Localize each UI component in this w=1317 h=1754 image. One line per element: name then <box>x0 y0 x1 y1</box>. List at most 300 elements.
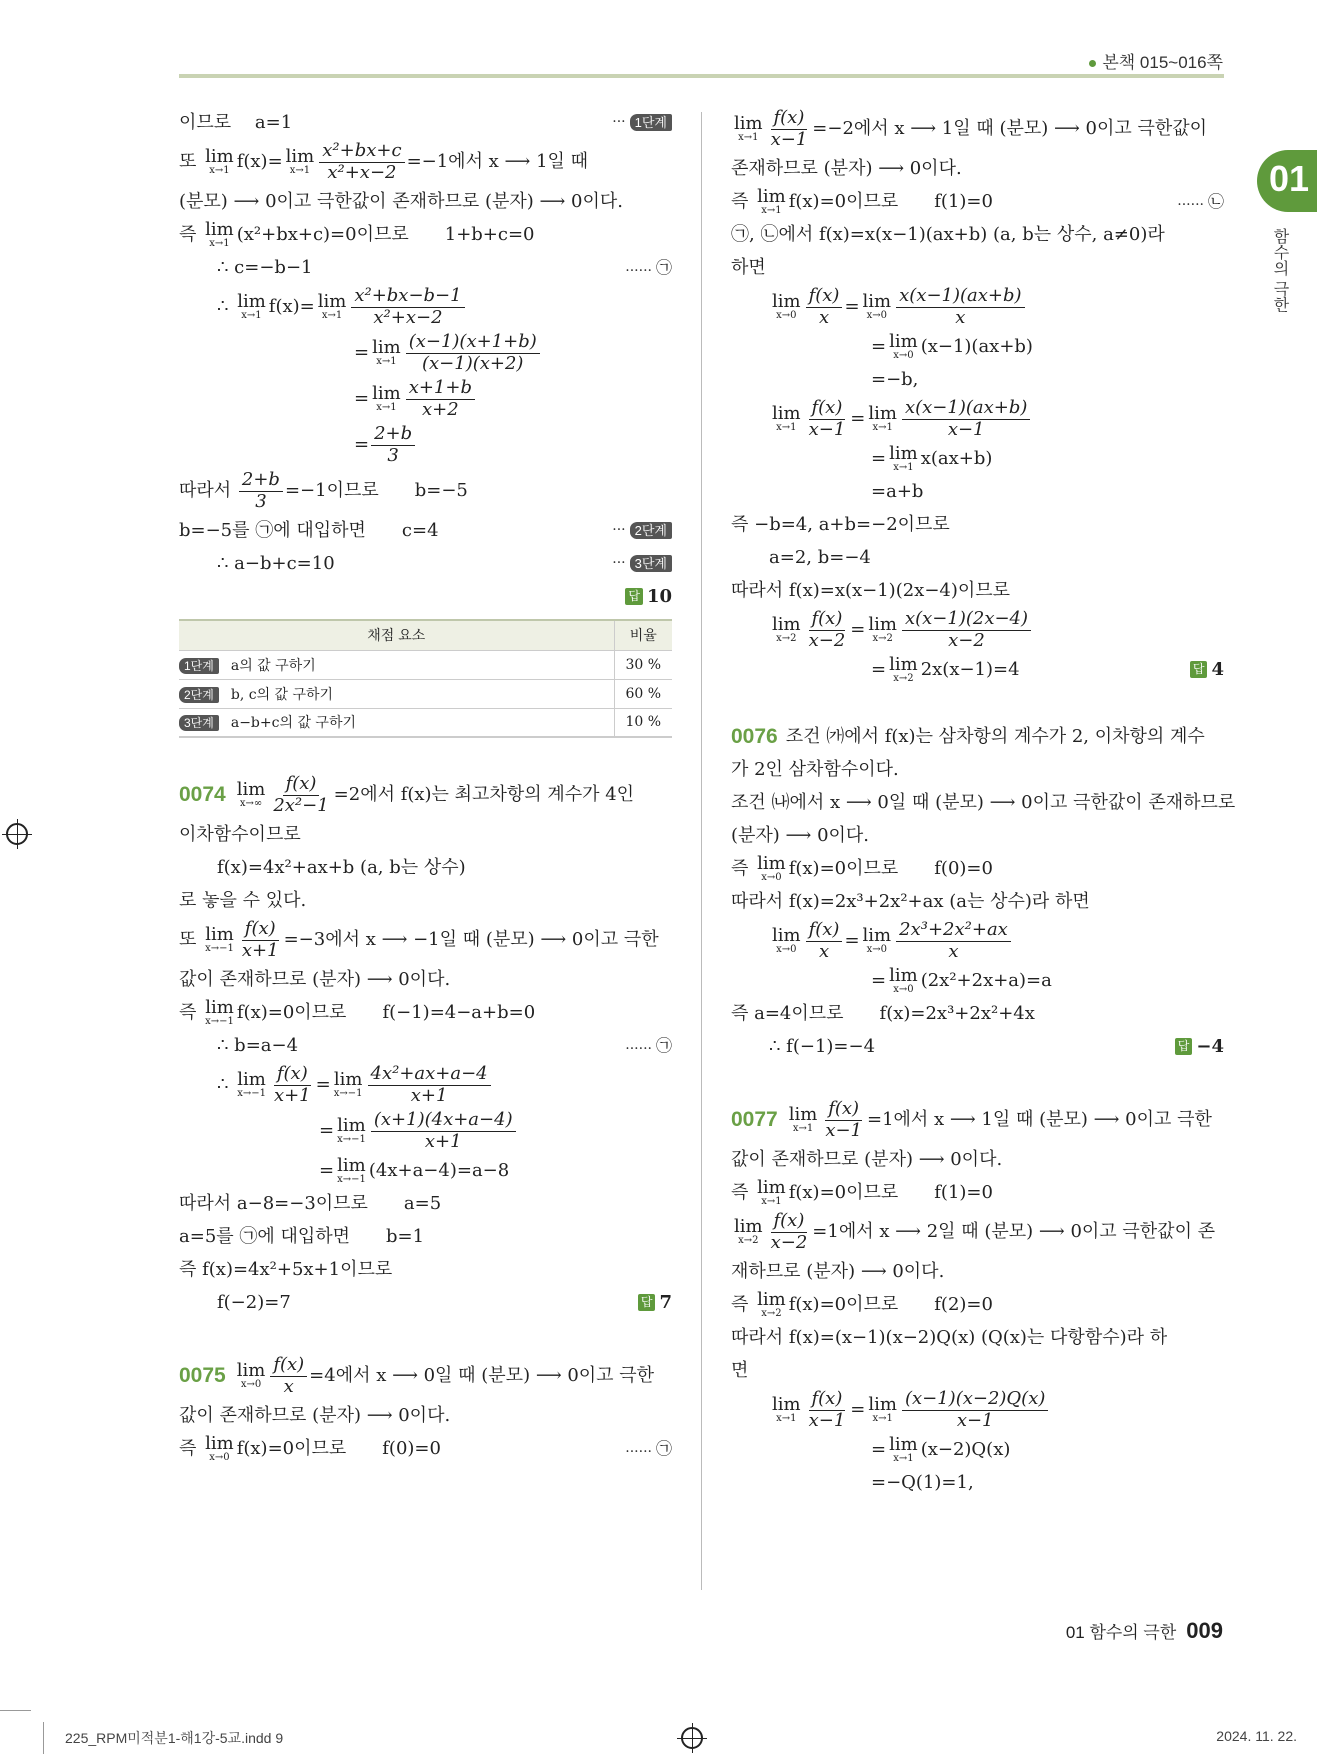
math-text: = <box>354 388 370 410</box>
denominator: x−2 <box>948 629 985 651</box>
solution-block <box>179 772 672 1319</box>
lim-symbol: lim <box>868 1394 897 1415</box>
solution-line <box>179 818 672 851</box>
math-text: 즉 <box>731 857 755 879</box>
bullet-icon <box>1089 60 1096 67</box>
header-ratio: 비율 <box>614 620 672 650</box>
line-annotation <box>625 1036 672 1055</box>
table-header-row <box>179 620 672 650</box>
equation-marker: ㉠ <box>655 1438 672 1458</box>
limit <box>868 405 897 433</box>
denominator: x <box>948 940 959 962</box>
line-annotation <box>612 114 672 132</box>
fraction <box>239 470 283 512</box>
limit <box>772 293 801 321</box>
problem-number: 0075 <box>179 1364 226 1388</box>
lim-subscript: x→−1 <box>205 1015 234 1027</box>
math-text: 즉 a=4이므로 f(x)=2x³+2x²+4x <box>731 1002 1035 1024</box>
fraction <box>271 1064 314 1106</box>
fraction <box>902 398 1030 440</box>
header-rule <box>179 74 1224 78</box>
solution-line <box>731 475 1224 508</box>
math-text: = <box>354 434 370 456</box>
math-text: f(x)=0이므로 f(−1)=4−a+b=0 <box>236 1001 536 1023</box>
math-text: 값이 존재하므로 (분자) ⟶ 0이다. <box>179 1404 451 1426</box>
denominator: x+1 <box>273 1084 311 1106</box>
math-text: =−1에서 x ⟶ 1일 때 <box>406 151 589 173</box>
crop-mark <box>43 1722 44 1754</box>
solution-line <box>731 541 1224 574</box>
fraction <box>896 920 1011 962</box>
fraction <box>406 332 540 374</box>
math-text: 값이 존재하므로 (분자) ⟶ 0이다. <box>179 968 451 990</box>
solution-line <box>731 720 1224 753</box>
lim-subscript: x→1 <box>776 422 797 433</box>
solution-line <box>731 284 1224 330</box>
denominator: x <box>818 306 830 328</box>
fraction <box>351 286 464 328</box>
numerator: 2+b <box>371 424 415 446</box>
lim-subscript: x→0 <box>240 1379 262 1390</box>
lim-symbol: lim <box>889 1433 918 1455</box>
criteria-text: a의 값 구하기 <box>230 657 316 674</box>
fraction <box>319 141 404 183</box>
fraction <box>806 1389 849 1431</box>
limit <box>205 1432 234 1463</box>
math-text: x(ax+b) <box>920 447 993 469</box>
lim-symbol: lim <box>889 330 918 352</box>
lim-symbol: lim <box>772 614 801 635</box>
math-text: =−3에서 x ⟶ −1일 때 (분모) ⟶ 0이고 극한 <box>283 929 659 951</box>
math-text: = <box>315 1074 331 1096</box>
solution-line <box>179 139 672 185</box>
solution-line <box>179 1286 672 1319</box>
criteria-text: b, c의 값 구하기 <box>230 686 334 703</box>
math-text: f(x)=0이므로 f(2)=0 <box>788 1293 993 1315</box>
answer <box>625 586 672 608</box>
fraction <box>806 398 849 440</box>
math-text: 면 <box>731 1359 749 1381</box>
problem-number: 0076 <box>731 724 778 748</box>
limit <box>237 293 266 321</box>
lim-symbol: lim <box>337 1154 366 1176</box>
numerator: x(x−1)(2x−4) <box>902 609 1031 631</box>
lim-subscript: x→1 <box>376 356 397 367</box>
limit <box>889 964 918 995</box>
lim-symbol: lim <box>889 964 918 986</box>
solution-line <box>731 918 1224 964</box>
limit <box>868 616 897 644</box>
lim-subscript: x→1 <box>893 1452 914 1464</box>
lim-symbol: lim <box>772 1394 801 1415</box>
solution-line <box>731 1176 1224 1209</box>
answer-value: 10 <box>646 585 672 607</box>
solution-line <box>731 442 1224 475</box>
lim-symbol: lim <box>285 146 315 167</box>
lim-subscript: x→1 <box>376 402 397 413</box>
math-text: = <box>850 408 866 430</box>
solution-line <box>731 786 1236 819</box>
math-text: (x−2)Q(x) <box>920 1438 1011 1460</box>
limit <box>757 1288 786 1319</box>
lim-symbol: lim <box>236 779 266 800</box>
numerator: f(x) <box>809 398 846 420</box>
chapter-tab-title: 함수의 극한 <box>1271 228 1288 313</box>
denominator: (x−1)(x+2) <box>421 352 524 374</box>
lim-symbol: lim <box>868 403 897 424</box>
solution-line <box>179 422 672 468</box>
numerator: 4x²+ax+a−4 <box>368 1064 491 1086</box>
lim-subscript: x→0 <box>866 310 888 321</box>
solution-line <box>731 607 1224 653</box>
page-footer <box>1066 1618 1223 1644</box>
denominator: x−1 <box>825 1119 862 1141</box>
math-text: (x²+bx+c)=0이므로 1+b+c=0 <box>236 223 535 245</box>
leader-dots: ...... <box>625 1440 652 1457</box>
answer-icon: 답 <box>1175 1038 1193 1054</box>
solution-line <box>731 997 1224 1030</box>
step-dots: ··· <box>612 522 626 539</box>
limit <box>334 1071 363 1099</box>
lim-subscript: x→0 <box>761 871 782 883</box>
solution-block <box>179 1353 672 1465</box>
limit <box>205 148 234 176</box>
fraction <box>806 609 849 651</box>
limit <box>318 293 347 321</box>
numerator: f(x) <box>283 774 320 796</box>
numerator: x²+bx−b−1 <box>351 286 464 308</box>
math-text: 2x(x−1)=4 <box>920 658 1020 680</box>
lim-subscript: x→0 <box>866 944 888 955</box>
math-text: b=−5를 ㉠에 대입하면 c=4 <box>179 519 439 541</box>
slug-date: 2024. 11. 22. <box>1216 1728 1297 1744</box>
solution-line <box>731 1030 1224 1063</box>
math-text: = <box>319 1120 335 1142</box>
equation-marker: ㉠ <box>655 257 672 277</box>
limit <box>372 385 401 413</box>
fraction <box>406 378 475 420</box>
math-text: 즉 <box>179 1437 203 1459</box>
lim-subscript: x→2 <box>872 633 893 644</box>
solution-line <box>179 1432 672 1465</box>
limit <box>337 1117 366 1145</box>
lim-symbol: lim <box>734 113 763 134</box>
chapter-label: 01 함수의 극한 <box>1065 1623 1177 1642</box>
line-annotation <box>612 555 672 573</box>
lim-symbol: lim <box>317 291 347 312</box>
lim-subscript: x→0 <box>776 944 797 955</box>
math-text: 따라서 f(x)=(x−1)(x−2)Q(x) (Q(x)는 다항함수)라 하 <box>731 1326 1168 1348</box>
lim-symbol: lim <box>889 653 918 675</box>
answer-value: 7 <box>659 1291 672 1313</box>
fraction <box>270 1355 307 1397</box>
denominator: x+2 <box>421 398 459 420</box>
line-annotation <box>1190 659 1224 681</box>
problem-number: 0077 <box>731 1108 778 1132</box>
math-text: ∴ f(−1)=−4 <box>769 1035 876 1057</box>
math-text: 조건 ㈎에서 f(x)는 삼차항의 계수가 2, 이차항의 계수 <box>785 725 1205 747</box>
solution-line <box>731 1288 1224 1321</box>
math-text: = <box>871 658 887 680</box>
math-text: a=2, b=−4 <box>769 546 871 568</box>
lim-subscript: x→−1 <box>337 1134 366 1145</box>
solution-line <box>731 1433 1224 1466</box>
numerator: f(x) <box>809 1389 846 1411</box>
solution-line <box>179 376 672 422</box>
lim-subscript: x→2 <box>738 1235 759 1246</box>
math-text: = <box>871 447 887 469</box>
lim-symbol: lim <box>236 1360 266 1381</box>
solution-line <box>731 1321 1224 1354</box>
step-dots: ··· <box>612 114 626 131</box>
solution-line <box>179 1353 672 1399</box>
answer <box>1190 659 1224 681</box>
criteria-cell <box>179 679 614 708</box>
lim-symbol: lim <box>237 1069 266 1090</box>
line-annotation <box>1177 192 1224 211</box>
limit <box>734 1218 763 1246</box>
solution-block <box>731 720 1236 1063</box>
solution-line <box>179 1108 672 1154</box>
fraction <box>806 920 843 962</box>
math-text: = <box>319 1159 335 1181</box>
page-number: 009 <box>1186 1618 1223 1643</box>
lim-subscript: x→1 <box>872 422 893 433</box>
solution-line <box>731 574 1224 607</box>
fraction <box>371 424 415 466</box>
criteria-cell <box>179 708 614 737</box>
numerator: 2x³+2x²+ax <box>896 920 1011 942</box>
lim-symbol: lim <box>772 291 801 312</box>
left-column <box>179 106 672 1499</box>
lim-symbol: lim <box>772 403 801 424</box>
math-text: =−b, <box>871 368 919 390</box>
math-text: f(x)=0이므로 f(1)=0 <box>788 1181 993 1203</box>
answer <box>638 1292 672 1314</box>
solution-line <box>179 330 672 376</box>
solution-line <box>731 185 1224 218</box>
numerator: f(x) <box>242 919 279 941</box>
solution-line <box>179 884 672 917</box>
numerator: f(x) <box>270 1355 307 1377</box>
numerator: x+1+b <box>406 378 475 400</box>
table-row <box>179 708 672 737</box>
limit <box>205 996 234 1027</box>
table-row <box>179 679 672 708</box>
fraction <box>896 286 1024 328</box>
numerator: (x+1)(4x+a−4) <box>371 1110 516 1132</box>
fraction <box>239 919 282 961</box>
lim-symbol: lim <box>757 852 786 874</box>
math-text: ∴ <box>217 296 235 318</box>
answer-icon: 답 <box>1190 661 1208 677</box>
solution-line <box>731 218 1224 251</box>
lim-subscript: x→1 <box>241 310 262 321</box>
math-text: =a+b <box>871 480 924 502</box>
denominator: 2x²−1 <box>273 794 329 816</box>
fraction <box>368 1064 491 1106</box>
solution-line <box>731 363 1224 396</box>
math-text: =−2에서 x ⟶ 1일 때 (분모) ⟶ 0이고 극한값이 <box>812 118 1208 140</box>
math-text: 재하므로 (분자) ⟶ 0이다. <box>731 1260 945 1282</box>
step-badge: 3단계 <box>179 715 219 731</box>
math-text: 존재하므로 (분자) ⟶ 0이다. <box>731 157 962 179</box>
limit <box>889 330 918 361</box>
ratio-cell: 30 % <box>614 650 672 679</box>
solution-line <box>179 468 672 514</box>
criteria-text: a−b+c의 값 구하기 <box>230 715 356 732</box>
limit <box>863 927 892 955</box>
lim-subscript: x→1 <box>761 204 782 216</box>
book-reference <box>1089 48 1223 73</box>
lim-symbol: lim <box>889 442 918 464</box>
book-reference-text: 본책 015~016쪽 <box>1102 53 1223 72</box>
solution-line <box>179 917 672 963</box>
fraction <box>270 774 331 816</box>
limit <box>772 1396 801 1424</box>
denominator: x−1 <box>956 1409 994 1431</box>
answer-icon: 답 <box>638 1294 656 1310</box>
solution-line <box>731 1354 1224 1387</box>
lim-subscript: x→0 <box>776 310 797 321</box>
fraction <box>902 609 1031 651</box>
line-annotation <box>612 522 672 540</box>
math-text: f(x)=4x²+ax+b (a, b는 상수) <box>217 856 466 878</box>
solution-line <box>731 152 1224 185</box>
math-text: (2x²+2x+a)=a <box>920 969 1052 991</box>
lim-subscript: x→1 <box>209 165 230 176</box>
math-text: =4에서 x ⟶ 0일 때 (분모) ⟶ 0이고 극한 <box>309 1365 655 1387</box>
limit <box>789 1106 818 1134</box>
fraction <box>822 1099 865 1141</box>
limit <box>772 616 801 644</box>
lim-subscript: x→1 <box>893 461 914 473</box>
lim-symbol: lim <box>757 1176 786 1198</box>
lim-subscript: x→1 <box>321 310 343 321</box>
line-annotation <box>1175 1036 1224 1058</box>
lim-subscript: x→0 <box>209 1451 230 1463</box>
solution-block <box>179 106 672 738</box>
solution-line <box>731 819 1224 852</box>
lim-symbol: lim <box>205 146 234 167</box>
denominator: x−2 <box>770 1231 808 1253</box>
crop-mark <box>0 1710 31 1711</box>
line-annotation <box>625 258 672 277</box>
fraction <box>902 1389 1048 1431</box>
solution-block <box>731 106 1224 686</box>
lim-subscript: x→0 <box>893 349 914 361</box>
lim-symbol: lim <box>205 996 234 1018</box>
denominator: x+1 <box>424 1130 462 1152</box>
solution-line <box>179 580 672 613</box>
lim-subscript: x→−1 <box>237 1088 266 1099</box>
limit <box>889 1433 918 1464</box>
limit <box>772 405 801 433</box>
math-text: (4x+a−4)=a−8 <box>368 1159 510 1181</box>
solution-line <box>179 1220 672 1253</box>
lim-subscript: x→−1 <box>337 1173 366 1185</box>
solution-line <box>731 396 1224 442</box>
equation-marker: ㉡ <box>1207 191 1224 211</box>
lim-subscript: x→2 <box>776 633 797 644</box>
limit <box>757 185 786 216</box>
lim-symbol: lim <box>205 1432 234 1454</box>
leader-dots: ...... <box>1177 193 1204 210</box>
lim-symbol: lim <box>205 218 234 240</box>
fraction <box>768 1211 811 1253</box>
solution-line <box>731 330 1224 363</box>
step-badge: 2단계 <box>179 687 219 703</box>
solution-line <box>731 508 1224 541</box>
math-text: 즉 <box>179 223 203 245</box>
numerator: f(x) <box>771 1211 808 1233</box>
limit <box>757 1176 786 1207</box>
math-text: ∴ <box>217 1074 235 1096</box>
math-text: = <box>844 296 860 318</box>
answer <box>1175 1036 1224 1058</box>
math-text: =−1이므로 b=−5 <box>284 480 468 502</box>
lim-subscript: x→1 <box>209 237 230 249</box>
leader-dots: ...... <box>625 1037 652 1054</box>
math-text: ∴ c=−b−1 <box>217 256 313 278</box>
limit <box>237 1362 266 1390</box>
math-text: (분모) ⟶ 0이고 극한값이 존재하므로 (분자) ⟶ 0이다. <box>179 190 623 212</box>
denominator: x−1 <box>808 418 846 440</box>
lim-symbol: lim <box>734 1216 763 1237</box>
math-text: 값이 존재하므로 (분자) ⟶ 0이다. <box>731 1148 1003 1170</box>
lim-symbol: lim <box>333 1069 363 1090</box>
registration-mark-icon <box>6 823 28 845</box>
solution-line <box>731 964 1224 997</box>
math-text: 즉 <box>179 1001 203 1023</box>
lim-subscript: x→1 <box>738 132 759 143</box>
table-row <box>179 650 672 679</box>
numerator: f(x) <box>806 920 843 942</box>
numerator: f(x) <box>771 108 808 130</box>
numerator: f(x) <box>825 1099 862 1121</box>
math-text: f(−2)=7 <box>217 1291 291 1313</box>
solution-line <box>179 185 672 218</box>
solution-line <box>179 996 672 1029</box>
step-badge: 2단계 <box>630 522 672 540</box>
numerator: x(x−1)(ax+b) <box>902 398 1030 420</box>
lim-symbol: lim <box>757 185 786 207</box>
numerator: (x−1)(x+1+b) <box>406 332 540 354</box>
limit <box>757 852 786 883</box>
ratio-cell: 10 % <box>614 708 672 737</box>
math-text: 하면 <box>731 256 766 278</box>
lim-subscript: x→1 <box>792 1123 814 1134</box>
solution-line <box>731 852 1224 885</box>
denominator: 3 <box>387 444 399 466</box>
solution-line <box>731 753 1224 786</box>
solution-block <box>731 1097 1224 1499</box>
lim-subscript: x→2 <box>761 1307 782 1319</box>
limit <box>237 1071 266 1099</box>
math-text: 따라서 <box>179 480 237 502</box>
math-text: 이므로 a=1 <box>179 111 293 133</box>
math-text: = <box>844 930 860 952</box>
math-text: 또 <box>179 929 203 951</box>
denominator: x <box>955 306 966 328</box>
fraction <box>768 108 811 150</box>
fraction <box>806 286 843 328</box>
header-criteria: 채점 요소 <box>179 620 614 650</box>
denominator: x−2 <box>808 629 846 651</box>
limit <box>205 926 234 954</box>
numerator: f(x) <box>274 1064 311 1086</box>
math-text: 조건 ㈏에서 x ⟶ 0일 때 (분모) ⟶ 0이고 극한값이 존재하므로 <box>731 791 1236 813</box>
